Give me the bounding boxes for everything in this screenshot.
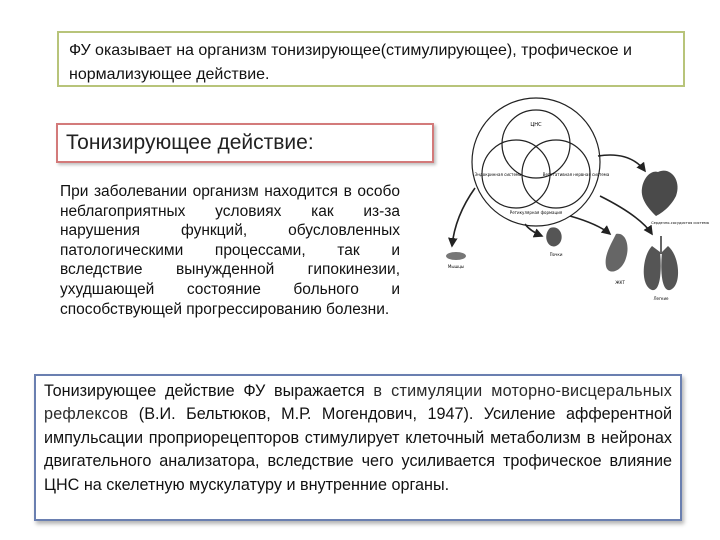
lungs-label: Легкие bbox=[653, 296, 669, 301]
git-shape bbox=[606, 234, 628, 272]
arrow-lungs bbox=[600, 196, 652, 234]
muscle-shape bbox=[446, 252, 466, 260]
effect-highlight: в стимуляции моторно-висцеральных рефлексов bbox=[44, 382, 672, 424]
organism-diagram bbox=[430, 96, 709, 308]
arrow-git bbox=[570, 216, 610, 234]
git-label: ЖКТ bbox=[615, 280, 625, 285]
arrow-heart bbox=[598, 155, 645, 171]
arrow-muscles bbox=[452, 188, 475, 246]
lung-right-shape bbox=[661, 246, 678, 290]
tonic-effect-box bbox=[34, 374, 682, 521]
disease-paragraph: При заболевании организм находится в особо неблагоприятных условиях как из-за нарушения функций, обусловленных патологическими процессами, так и вследствие вынужденной гипокинезии, ухудшающей состояние больного и способствующей прогрессированию болезни. bbox=[60, 183, 400, 318]
cns-label: ЦНС bbox=[530, 122, 542, 128]
intro-text: ФУ оказывает на организм тонизирующее(стимулирующее), трофическое и нормализующее действие. bbox=[69, 42, 632, 83]
muscle-label: Мышцы bbox=[447, 264, 465, 269]
kidney-shape bbox=[546, 227, 561, 246]
endocrine-label: Эндокринная система bbox=[474, 172, 522, 177]
section-heading bbox=[56, 123, 434, 163]
effect-text-part1: Тонизирующее действие ФУ выражается bbox=[44, 382, 374, 400]
reticular-label: Ретикулярная формация bbox=[509, 210, 563, 215]
cns-circle bbox=[502, 110, 570, 178]
kidney-label: Почки bbox=[549, 252, 563, 257]
heading-text: Тонизирующее действие: bbox=[66, 131, 314, 154]
autonomic-label: Вегетативная нервная система bbox=[542, 172, 610, 177]
outer-circle bbox=[472, 98, 600, 226]
heart-shape bbox=[642, 171, 678, 216]
lung-left-shape bbox=[644, 246, 661, 290]
intro-box bbox=[57, 31, 685, 87]
effect-text-part2: (В.И. Бельтюков, М.Р. Могендович, 1947). Усиление афферентной импульсации проприорецепторов стимулирует клеточный метаболизм в нейронах двигательного анализатора, вследствие чего усиливается трофическое влияние ЦНС на скелетную мускулатуру и внутренние органы. bbox=[44, 405, 672, 494]
heart-label: Сердечно-сосудистая система bbox=[651, 221, 709, 225]
